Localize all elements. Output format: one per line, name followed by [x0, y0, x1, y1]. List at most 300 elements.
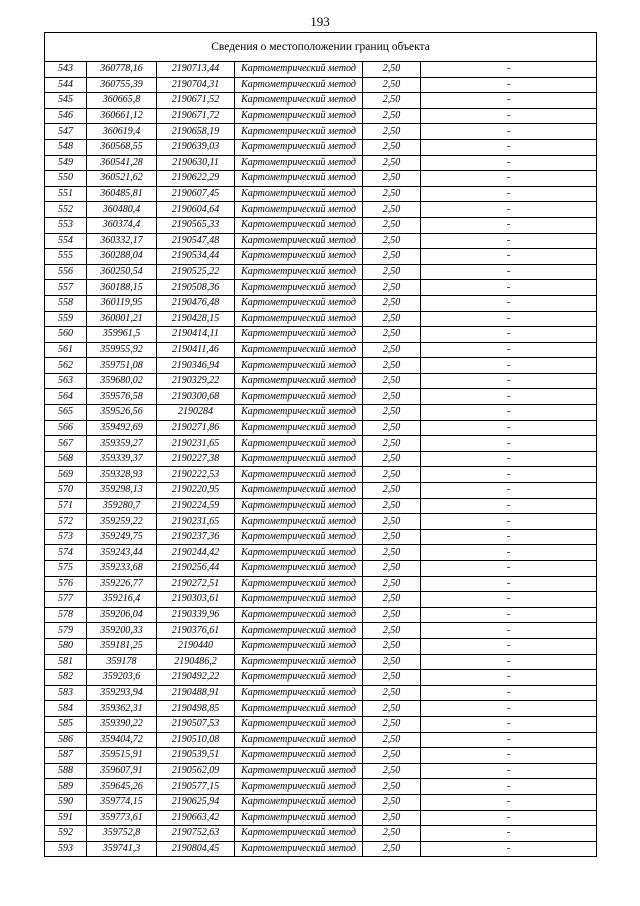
coord-y-cell: 2190607,45: [157, 186, 235, 202]
coord-x-cell: 359773,61: [87, 810, 157, 826]
point-number-cell: 558: [45, 295, 87, 311]
description-cell: -: [421, 77, 597, 93]
accuracy-cell: 2,50: [363, 763, 421, 779]
description-cell: -: [421, 763, 597, 779]
description-cell: -: [421, 202, 597, 218]
table-row: [45, 623, 597, 639]
table-row: [45, 498, 597, 514]
accuracy-cell: 2,50: [363, 545, 421, 561]
description-cell: -: [421, 171, 597, 187]
point-number-cell: 582: [45, 670, 87, 686]
coord-x-cell: 360778,16: [87, 62, 157, 78]
point-number-cell: 567: [45, 436, 87, 452]
point-number-cell: 585: [45, 716, 87, 732]
point-number-cell: 554: [45, 233, 87, 249]
point-number-cell: 551: [45, 186, 87, 202]
method-cell: Картометрический метод: [235, 171, 363, 187]
method-cell: Картометрический метод: [235, 373, 363, 389]
boundary-coordinates-table: [44, 32, 597, 857]
description-cell: -: [421, 108, 597, 124]
point-number-cell: 591: [45, 810, 87, 826]
table-row: [45, 295, 597, 311]
coord-x-cell: 360485,81: [87, 186, 157, 202]
coord-x-cell: 359249,75: [87, 529, 157, 545]
coord-y-cell: 2190671,72: [157, 108, 235, 124]
description-cell: -: [421, 233, 597, 249]
coord-y-cell: 2190256,44: [157, 561, 235, 577]
accuracy-cell: 2,50: [363, 420, 421, 436]
accuracy-cell: 2,50: [363, 171, 421, 187]
method-cell: Картометрический метод: [235, 826, 363, 842]
accuracy-cell: 2,50: [363, 826, 421, 842]
point-number-cell: 574: [45, 545, 87, 561]
accuracy-cell: 2,50: [363, 732, 421, 748]
table-row: [45, 701, 597, 717]
accuracy-cell: 2,50: [363, 623, 421, 639]
description-cell: -: [421, 139, 597, 155]
method-cell: Картометрический метод: [235, 498, 363, 514]
coord-y-cell: 2190428,15: [157, 311, 235, 327]
coord-x-cell: 359243,44: [87, 545, 157, 561]
coord-y-cell: 2190671,52: [157, 93, 235, 109]
point-number-cell: 545: [45, 93, 87, 109]
point-number-cell: 559: [45, 311, 87, 327]
accuracy-cell: 2,50: [363, 483, 421, 499]
coord-x-cell: 360480,4: [87, 202, 157, 218]
table-row: [45, 685, 597, 701]
method-cell: Картометрический метод: [235, 670, 363, 686]
coord-x-cell: 359181,25: [87, 638, 157, 654]
method-cell: Картометрический метод: [235, 638, 363, 654]
coord-y-cell: 2190300,68: [157, 389, 235, 405]
point-number-cell: 544: [45, 77, 87, 93]
method-cell: Картометрический метод: [235, 748, 363, 764]
coord-y-cell: 2190440: [157, 638, 235, 654]
accuracy-cell: 2,50: [363, 373, 421, 389]
table-row: [45, 436, 597, 452]
description-cell: -: [421, 358, 597, 374]
table-row: [45, 77, 597, 93]
point-number-cell: 581: [45, 654, 87, 670]
table-row: [45, 139, 597, 155]
coord-x-cell: 360374,4: [87, 217, 157, 233]
point-number-cell: 590: [45, 794, 87, 810]
method-cell: Картометрический метод: [235, 716, 363, 732]
coord-y-cell: 2190752,63: [157, 826, 235, 842]
coord-y-cell: 2190303,61: [157, 592, 235, 608]
table-row: [45, 779, 597, 795]
point-number-cell: 580: [45, 638, 87, 654]
description-cell: -: [421, 217, 597, 233]
coord-x-cell: 360665,8: [87, 93, 157, 109]
method-cell: Картометрический метод: [235, 763, 363, 779]
method-cell: Картометрический метод: [235, 155, 363, 171]
coord-y-cell: 2190510,08: [157, 732, 235, 748]
coord-y-cell: 2190222,53: [157, 467, 235, 483]
table-row: [45, 264, 597, 280]
description-cell: -: [421, 342, 597, 358]
table-row: [45, 732, 597, 748]
description-cell: -: [421, 389, 597, 405]
method-cell: Картометрический метод: [235, 483, 363, 499]
method-cell: Картометрический метод: [235, 420, 363, 436]
description-cell: -: [421, 436, 597, 452]
accuracy-cell: 2,50: [363, 202, 421, 218]
coord-x-cell: 360619,4: [87, 124, 157, 140]
accuracy-cell: 2,50: [363, 124, 421, 140]
method-cell: Картометрический метод: [235, 514, 363, 530]
accuracy-cell: 2,50: [363, 327, 421, 343]
accuracy-cell: 2,50: [363, 810, 421, 826]
coord-x-cell: 359404,72: [87, 732, 157, 748]
method-cell: Картометрический метод: [235, 779, 363, 795]
accuracy-cell: 2,50: [363, 342, 421, 358]
method-cell: Картометрический метод: [235, 529, 363, 545]
description-cell: -: [421, 514, 597, 530]
coord-x-cell: 360332,17: [87, 233, 157, 249]
table-row: [45, 124, 597, 140]
coord-y-cell: 2190539,51: [157, 748, 235, 764]
coord-y-cell: 2190639,03: [157, 139, 235, 155]
method-cell: Картометрический метод: [235, 841, 363, 857]
accuracy-cell: 2,50: [363, 529, 421, 545]
coord-y-cell: 2190329,22: [157, 373, 235, 389]
method-cell: Картометрический метод: [235, 561, 363, 577]
coord-x-cell: 360661,12: [87, 108, 157, 124]
coord-x-cell: 359961,5: [87, 327, 157, 343]
accuracy-cell: 2,50: [363, 654, 421, 670]
point-number-cell: 552: [45, 202, 87, 218]
accuracy-cell: 2,50: [363, 295, 421, 311]
coord-x-cell: 359226,77: [87, 576, 157, 592]
method-cell: Картометрический метод: [235, 77, 363, 93]
method-cell: Картометрический метод: [235, 732, 363, 748]
coord-x-cell: 359216,4: [87, 592, 157, 608]
point-number-cell: 579: [45, 623, 87, 639]
description-cell: -: [421, 576, 597, 592]
point-number-cell: 562: [45, 358, 87, 374]
description-cell: -: [421, 607, 597, 623]
description-cell: -: [421, 592, 597, 608]
coord-y-cell: 2190244,42: [157, 545, 235, 561]
table-row: [45, 373, 597, 389]
description-cell: -: [421, 186, 597, 202]
table-body: [45, 62, 597, 857]
method-cell: Картометрический метод: [235, 794, 363, 810]
method-cell: Картометрический метод: [235, 685, 363, 701]
accuracy-cell: 2,50: [363, 233, 421, 249]
coord-x-cell: 359645,26: [87, 779, 157, 795]
coord-x-cell: 360755,39: [87, 77, 157, 93]
coord-y-cell: 2190565,33: [157, 217, 235, 233]
accuracy-cell: 2,50: [363, 249, 421, 265]
table-row: [45, 108, 597, 124]
accuracy-cell: 2,50: [363, 405, 421, 421]
point-number-cell: 578: [45, 607, 87, 623]
accuracy-cell: 2,50: [363, 311, 421, 327]
table-row: [45, 467, 597, 483]
table-row: [45, 280, 597, 296]
description-cell: -: [421, 638, 597, 654]
coord-x-cell: 359233,68: [87, 561, 157, 577]
coord-x-cell: 359515,91: [87, 748, 157, 764]
coord-x-cell: 359293,94: [87, 685, 157, 701]
table-row: [45, 763, 597, 779]
description-cell: -: [421, 732, 597, 748]
coord-x-cell: 359955,92: [87, 342, 157, 358]
table-row: [45, 171, 597, 187]
table-row: [45, 62, 597, 78]
coord-y-cell: 2190411,46: [157, 342, 235, 358]
method-cell: Картометрический метод: [235, 342, 363, 358]
point-number-cell: 589: [45, 779, 87, 795]
description-cell: -: [421, 545, 597, 561]
table-row: [45, 748, 597, 764]
point-number-cell: 584: [45, 701, 87, 717]
point-number-cell: 548: [45, 139, 87, 155]
coord-x-cell: 359576,58: [87, 389, 157, 405]
accuracy-cell: 2,50: [363, 62, 421, 78]
accuracy-cell: 2,50: [363, 186, 421, 202]
accuracy-cell: 2,50: [363, 436, 421, 452]
accuracy-cell: 2,50: [363, 794, 421, 810]
description-cell: -: [421, 327, 597, 343]
coord-y-cell: 2190284: [157, 405, 235, 421]
coord-x-cell: 360541,28: [87, 155, 157, 171]
table-row: [45, 716, 597, 732]
accuracy-cell: 2,50: [363, 77, 421, 93]
method-cell: Картометрический метод: [235, 249, 363, 265]
coord-y-cell: 2190547,48: [157, 233, 235, 249]
coord-x-cell: 359774,15: [87, 794, 157, 810]
point-number-cell: 570: [45, 483, 87, 499]
coord-y-cell: 2190508,36: [157, 280, 235, 296]
table-row: [45, 389, 597, 405]
method-cell: Картометрический метод: [235, 202, 363, 218]
description-cell: -: [421, 623, 597, 639]
point-number-cell: 553: [45, 217, 87, 233]
description-cell: -: [421, 716, 597, 732]
point-number-cell: 576: [45, 576, 87, 592]
point-number-cell: 577: [45, 592, 87, 608]
description-cell: -: [421, 249, 597, 265]
coord-y-cell: 2190231,65: [157, 436, 235, 452]
table-row: [45, 342, 597, 358]
method-cell: Картометрический метод: [235, 451, 363, 467]
coord-x-cell: 360250,54: [87, 264, 157, 280]
method-cell: Картометрический метод: [235, 186, 363, 202]
table-row: [45, 561, 597, 577]
point-number-cell: 593: [45, 841, 87, 857]
description-cell: -: [421, 311, 597, 327]
method-cell: Картометрический метод: [235, 467, 363, 483]
accuracy-cell: 2,50: [363, 108, 421, 124]
accuracy-cell: 2,50: [363, 701, 421, 717]
coord-x-cell: 360568,55: [87, 139, 157, 155]
description-cell: -: [421, 280, 597, 296]
coord-y-cell: 2190220,95: [157, 483, 235, 499]
method-cell: Картометрический метод: [235, 139, 363, 155]
coord-y-cell: 2190804,45: [157, 841, 235, 857]
point-number-cell: 588: [45, 763, 87, 779]
coord-x-cell: 359203,6: [87, 670, 157, 686]
coord-y-cell: 2190622,29: [157, 171, 235, 187]
table-row: [45, 311, 597, 327]
coord-x-cell: 359200,33: [87, 623, 157, 639]
point-number-cell: 563: [45, 373, 87, 389]
accuracy-cell: 2,50: [363, 576, 421, 592]
method-cell: Картометрический метод: [235, 654, 363, 670]
description-cell: -: [421, 841, 597, 857]
table-row: [45, 841, 597, 857]
coord-x-cell: 359680,02: [87, 373, 157, 389]
accuracy-cell: 2,50: [363, 498, 421, 514]
page-number: 193: [310, 14, 330, 29]
description-cell: -: [421, 794, 597, 810]
description-cell: -: [421, 451, 597, 467]
method-cell: Картометрический метод: [235, 108, 363, 124]
description-cell: -: [421, 295, 597, 311]
table-row: [45, 233, 597, 249]
table-row: [45, 451, 597, 467]
method-cell: Картометрический метод: [235, 93, 363, 109]
point-number-cell: 564: [45, 389, 87, 405]
accuracy-cell: 2,50: [363, 389, 421, 405]
description-cell: -: [421, 420, 597, 436]
table-row: [45, 483, 597, 499]
coord-x-cell: 360288,04: [87, 249, 157, 265]
accuracy-cell: 2,50: [363, 217, 421, 233]
method-cell: Картометрический метод: [235, 810, 363, 826]
coord-y-cell: 2190346,94: [157, 358, 235, 374]
coord-x-cell: 359751,08: [87, 358, 157, 374]
accuracy-cell: 2,50: [363, 607, 421, 623]
point-number-cell: 543: [45, 62, 87, 78]
point-number-cell: 556: [45, 264, 87, 280]
table-row: [45, 249, 597, 265]
coord-y-cell: 2190476,48: [157, 295, 235, 311]
point-number-cell: 573: [45, 529, 87, 545]
table-row: [45, 826, 597, 842]
description-cell: -: [421, 529, 597, 545]
table-row: [45, 358, 597, 374]
table-row: [45, 514, 597, 530]
table-title: Сведения о местоположении границ объекта: [45, 33, 597, 62]
method-cell: Картометрический метод: [235, 217, 363, 233]
point-number-cell: 549: [45, 155, 87, 171]
coord-y-cell: 2190488,91: [157, 685, 235, 701]
accuracy-cell: 2,50: [363, 841, 421, 857]
point-number-cell: 546: [45, 108, 87, 124]
method-cell: Картометрический метод: [235, 389, 363, 405]
method-cell: Картометрический метод: [235, 701, 363, 717]
coord-y-cell: 2190227,38: [157, 451, 235, 467]
accuracy-cell: 2,50: [363, 592, 421, 608]
accuracy-cell: 2,50: [363, 716, 421, 732]
method-cell: Картометрический метод: [235, 327, 363, 343]
table-row: [45, 794, 597, 810]
coord-x-cell: 360001,21: [87, 311, 157, 327]
point-number-cell: 571: [45, 498, 87, 514]
coord-y-cell: 2190414,11: [157, 327, 235, 343]
coord-x-cell: 360188,15: [87, 280, 157, 296]
description-cell: -: [421, 124, 597, 140]
coord-y-cell: 2190604,64: [157, 202, 235, 218]
point-number-cell: 565: [45, 405, 87, 421]
coord-y-cell: 2190376,61: [157, 623, 235, 639]
description-cell: -: [421, 498, 597, 514]
accuracy-cell: 2,50: [363, 685, 421, 701]
table-row: [45, 670, 597, 686]
coord-x-cell: 359359,27: [87, 436, 157, 452]
point-number-cell: 566: [45, 420, 87, 436]
description-cell: -: [421, 748, 597, 764]
description-cell: -: [421, 654, 597, 670]
table-title-row: [45, 33, 597, 62]
description-cell: -: [421, 93, 597, 109]
coord-y-cell: 2190486,2: [157, 654, 235, 670]
description-cell: -: [421, 264, 597, 280]
description-cell: -: [421, 826, 597, 842]
point-number-cell: 569: [45, 467, 87, 483]
coord-y-cell: 2190498,85: [157, 701, 235, 717]
coord-y-cell: 2190713,44: [157, 62, 235, 78]
table-row: [45, 592, 597, 608]
coord-x-cell: 359206,04: [87, 607, 157, 623]
coord-y-cell: 2190625,94: [157, 794, 235, 810]
coord-y-cell: 2190271,86: [157, 420, 235, 436]
table-row: [45, 810, 597, 826]
accuracy-cell: 2,50: [363, 670, 421, 686]
method-cell: Картометрический метод: [235, 576, 363, 592]
accuracy-cell: 2,50: [363, 638, 421, 654]
accuracy-cell: 2,50: [363, 779, 421, 795]
table-row: [45, 155, 597, 171]
coord-x-cell: 360521,62: [87, 171, 157, 187]
accuracy-cell: 2,50: [363, 280, 421, 296]
method-cell: Картометрический метод: [235, 280, 363, 296]
method-cell: Картометрический метод: [235, 358, 363, 374]
coord-y-cell: 2190658,19: [157, 124, 235, 140]
description-cell: -: [421, 405, 597, 421]
accuracy-cell: 2,50: [363, 561, 421, 577]
description-cell: -: [421, 810, 597, 826]
coord-x-cell: 359280,7: [87, 498, 157, 514]
description-cell: -: [421, 561, 597, 577]
point-number-cell: 572: [45, 514, 87, 530]
description-cell: -: [421, 685, 597, 701]
table-row: [45, 202, 597, 218]
point-number-cell: 547: [45, 124, 87, 140]
table-row: [45, 186, 597, 202]
coord-x-cell: 359752,8: [87, 826, 157, 842]
description-cell: -: [421, 483, 597, 499]
coord-y-cell: 2190231,65: [157, 514, 235, 530]
description-cell: -: [421, 670, 597, 686]
coord-x-cell: 359492,69: [87, 420, 157, 436]
description-cell: -: [421, 373, 597, 389]
point-number-cell: 583: [45, 685, 87, 701]
description-cell: -: [421, 155, 597, 171]
table-row: [45, 576, 597, 592]
method-cell: Картометрический метод: [235, 62, 363, 78]
table-row: [45, 545, 597, 561]
coord-y-cell: 2190507,53: [157, 716, 235, 732]
accuracy-cell: 2,50: [363, 748, 421, 764]
accuracy-cell: 2,50: [363, 358, 421, 374]
coord-x-cell: 359259,22: [87, 514, 157, 530]
table-row: [45, 327, 597, 343]
